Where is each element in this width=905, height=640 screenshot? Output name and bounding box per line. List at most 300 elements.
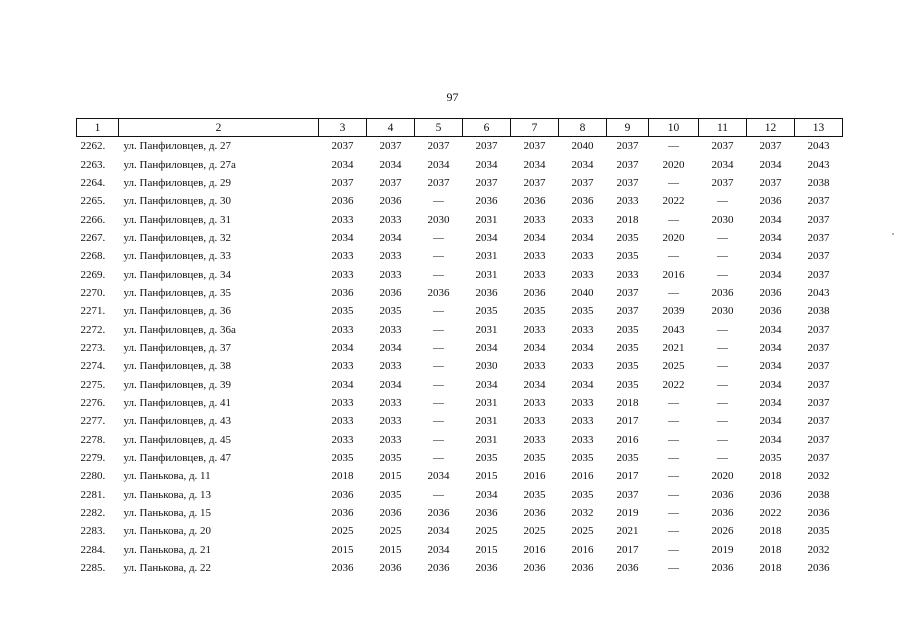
year-cell-col-4: 2035 [379,488,402,501]
year-cell-col-8: 2040 [571,286,594,299]
year-cell-col-5: 2037 [427,176,450,189]
year-cell-col-11: 2036 [711,562,734,575]
year-cell-col-5: 2034 [427,158,450,171]
year-cell-col-13: 2032 [807,543,830,556]
header-cell-col-9: 9 [607,119,649,137]
year-cell-col-3: 2033 [331,213,354,226]
year-cell-col-4: 2035 [379,305,402,318]
table-row [77,192,843,210]
year-cell-col-3: 2033 [331,360,354,373]
year-cell-col-4: 2033 [379,415,402,428]
year-cell-col-7: 2033 [523,323,546,336]
year-cell-col-8: 2033 [571,268,594,281]
year-cell-col-7: 2036 [523,507,546,520]
year-cell-col-7: 2033 [523,360,546,373]
year-cell-col-7: 2035 [523,452,546,465]
table-body [77,137,843,578]
year-cell-col-9: 2016 [616,433,639,446]
header-cell-col-7: 7 [511,119,559,137]
year-cell-col-8: 2036 [571,562,594,575]
year-cell-col-10: — [668,525,679,538]
year-cell-col-12: 2034 [759,396,782,409]
year-cell-col-6: 2036 [475,507,498,520]
address-cell: ул. Панфиловцев, д. 32 [123,231,231,244]
row-number-cell: 2272. [80,323,106,336]
year-cell-col-5: 2034 [427,543,450,556]
year-cell-col-10: 2043 [662,323,685,336]
year-cell-col-6: 2035 [475,305,498,318]
year-cell-col-8: 2036 [571,195,594,208]
year-cell-col-13: 2037 [807,323,830,336]
year-cell-col-8: 2037 [571,176,594,189]
year-cell-col-11: 2036 [711,286,734,299]
address-cell: ул. Панфиловцев, д. 31 [123,213,231,226]
table-row [77,357,843,375]
address-cell: ул. Панфиловцев, д. 47 [123,452,231,465]
address-cell: ул. Панфиловцев, д. 41 [123,396,231,409]
year-cell-col-13: 2043 [807,158,830,171]
year-cell-col-9: 2037 [616,176,639,189]
year-cell-col-13: 2035 [807,525,830,538]
year-cell-col-10: — [668,452,679,465]
row-number-cell: 2281. [80,488,106,501]
year-cell-col-7: 2016 [523,470,546,483]
year-cell-col-8: 2035 [571,488,594,501]
year-cell-col-11: — [717,433,728,446]
year-cell-col-11: 2019 [711,543,734,556]
year-cell-col-9: 2033 [616,195,639,208]
year-cell-col-11: 2030 [711,305,734,318]
year-cell-col-4: 2033 [379,250,402,263]
year-cell-col-7: 2037 [523,140,546,153]
year-cell-col-13: 2038 [807,488,830,501]
year-cell-col-3: 2033 [331,250,354,263]
year-cell-col-7: 2035 [523,488,546,501]
page-number: 97 [446,90,459,104]
table-row [77,449,843,467]
year-cell-col-13: 2037 [807,396,830,409]
year-cell-col-10: — [668,415,679,428]
row-number-cell: 2282. [80,507,106,520]
year-cell-col-3: 2033 [331,396,354,409]
year-cell-col-6: 2031 [475,415,498,428]
year-cell-col-5: — [433,305,444,318]
address-cell: ул. Панфиловцев, д. 36а [123,323,236,336]
year-cell-col-12: 2034 [759,360,782,373]
address-cell: ул. Панфиловцев, д. 33 [123,250,231,263]
year-cell-col-13: 2037 [807,231,830,244]
table-row [77,504,843,522]
year-cell-col-6: 2034 [475,158,498,171]
year-cell-col-4: 2035 [379,452,402,465]
year-cell-col-5: 2036 [427,507,450,520]
year-cell-col-5: — [433,231,444,244]
year-cell-col-3: 2034 [331,231,354,244]
year-cell-col-13: 2037 [807,433,830,446]
year-cell-col-11: — [717,396,728,409]
year-cell-col-9: 2018 [616,396,639,409]
address-cell: ул. Панькова, д. 22 [123,562,212,575]
row-number-cell: 2265. [80,195,106,208]
year-cell-col-9: 2037 [616,140,639,153]
year-cell-col-7: 2034 [523,158,546,171]
row-number-cell: 2267. [80,231,106,244]
year-cell-col-12: 2036 [759,286,782,299]
year-cell-col-10: — [668,562,679,575]
year-cell-col-7: 2035 [523,305,546,318]
year-cell-col-13: 2037 [807,415,830,428]
year-cell-col-13: 2043 [807,140,830,153]
year-cell-col-9: 2037 [616,286,639,299]
year-cell-col-9: 2036 [616,562,639,575]
year-cell-col-3: 2036 [331,195,354,208]
year-cell-col-13: 2037 [807,195,830,208]
year-cell-col-11: — [717,231,728,244]
year-cell-col-8: 2034 [571,341,594,354]
address-cell: ул. Панькова, д. 21 [123,543,212,556]
year-cell-col-9: 2035 [616,323,639,336]
year-cell-col-4: 2034 [379,341,402,354]
year-cell-col-7: 2033 [523,268,546,281]
year-cell-col-8: 2033 [571,323,594,336]
year-cell-col-13: 2037 [807,250,830,263]
row-number-cell: 2273. [80,341,106,354]
table-row [77,431,843,449]
year-cell-col-4: 2033 [379,360,402,373]
year-cell-col-10: — [668,396,679,409]
year-cell-col-13: 2037 [807,213,830,226]
header-cell-col-3: 3 [319,119,367,137]
year-cell-col-3: 2037 [331,140,354,153]
year-cell-col-8: 2034 [571,231,594,244]
year-cell-col-6: 2031 [475,250,498,263]
year-cell-col-4: 2033 [379,268,402,281]
year-cell-col-3: 2033 [331,323,354,336]
year-cell-col-13: 2037 [807,360,830,373]
table-row [77,394,843,412]
year-cell-col-10: 2020 [662,231,685,244]
year-cell-col-4: 2033 [379,396,402,409]
address-cell: ул. Панькова, д. 11 [123,470,211,483]
header-cell-col-12: 12 [747,119,795,137]
year-cell-col-7: 2033 [523,433,546,446]
table-header [77,119,843,137]
year-cell-col-7: 2033 [523,213,546,226]
year-cell-col-11: — [717,341,728,354]
year-cell-col-11: — [717,452,728,465]
year-cell-col-12: 2036 [759,488,782,501]
header-row [77,119,843,137]
year-cell-col-12: 2022 [759,507,782,520]
year-cell-col-6: 2034 [475,341,498,354]
year-cell-col-11: — [717,250,728,263]
year-cell-col-6: 2036 [475,286,498,299]
table-row [77,375,843,393]
table-row [77,541,843,559]
year-cell-col-12: 2036 [759,195,782,208]
year-cell-col-12: 2034 [759,231,782,244]
row-number-cell: 2280. [80,470,106,483]
year-cell-col-8: 2032 [571,507,594,520]
year-cell-col-4: 2037 [379,176,402,189]
year-cell-col-3: 2037 [331,176,354,189]
year-cell-col-4: 2033 [379,213,402,226]
year-cell-col-11: — [717,323,728,336]
year-cell-col-10: — [668,488,679,501]
year-cell-col-8: 2040 [571,140,594,153]
year-cell-col-5: — [433,323,444,336]
year-cell-col-7: 2036 [523,195,546,208]
year-cell-col-11: — [717,415,728,428]
year-cell-col-5: 2034 [427,470,450,483]
year-cell-col-9: 2035 [616,250,639,263]
row-number-cell: 2274. [80,360,106,373]
year-cell-col-3: 2036 [331,507,354,520]
address-cell: ул. Панфиловцев, д. 35 [123,286,231,299]
table-row [77,412,843,430]
year-cell-col-7: 2033 [523,396,546,409]
year-cell-col-6: 2037 [475,176,498,189]
year-cell-col-4: 2036 [379,507,402,520]
row-number-cell: 2264. [80,176,106,189]
table-row [77,486,843,504]
year-cell-col-4: 2015 [379,543,402,556]
year-cell-col-8: 2016 [571,470,594,483]
year-cell-col-10: 2021 [662,341,685,354]
year-cell-col-10: 2022 [662,195,685,208]
year-cell-col-6: 2034 [475,378,498,391]
year-cell-col-3: 2034 [331,158,354,171]
year-cell-col-3: 2018 [331,470,354,483]
year-cell-col-9: 2018 [616,213,639,226]
year-cell-col-4: 2036 [379,562,402,575]
year-cell-col-4: 2033 [379,323,402,336]
year-cell-col-12: 2034 [759,213,782,226]
year-cell-col-9: 2019 [616,507,639,520]
year-cell-col-3: 2035 [331,305,354,318]
year-cell-col-7: 2034 [523,341,546,354]
year-cell-col-9: 2021 [616,525,639,538]
year-cell-col-8: 2016 [571,543,594,556]
address-cell: ул. Панфиловцев, д. 45 [123,433,231,446]
year-cell-col-4: 2033 [379,433,402,446]
table-row [77,284,843,302]
table-row [77,559,843,577]
year-cell-col-5: — [433,195,444,208]
year-cell-col-5: — [433,360,444,373]
address-cell: ул. Панфиловцев, д. 38 [123,360,231,373]
table-row [77,265,843,283]
year-cell-col-9: 2017 [616,470,639,483]
year-cell-col-7: 2036 [523,286,546,299]
header-cell-col-11: 11 [699,119,747,137]
year-cell-col-10: — [668,140,679,153]
year-cell-col-5: 2030 [427,213,450,226]
year-cell-col-7: 2034 [523,378,546,391]
year-cell-col-10: — [668,507,679,520]
row-number-cell: 2284. [80,543,106,556]
year-cell-col-4: 2034 [379,378,402,391]
row-number-cell: 2279. [80,452,106,465]
address-cell: ул. Панфиловцев, д. 27 [123,140,231,153]
year-cell-col-12: 2034 [759,323,782,336]
table-row [77,229,843,247]
year-cell-col-6: 2036 [475,562,498,575]
year-cell-col-11: 2037 [711,176,734,189]
year-cell-col-9: 2037 [616,158,639,171]
year-cell-col-8: 2034 [571,158,594,171]
year-cell-col-11: 2037 [711,140,734,153]
year-cell-col-8: 2033 [571,415,594,428]
address-cell: ул. Панфиловцев, д. 34 [123,268,231,281]
year-cell-col-11: — [717,360,728,373]
year-cell-col-5: — [433,415,444,428]
year-cell-col-6: 2034 [475,231,498,244]
year-cell-col-4: 2025 [379,525,402,538]
table-row [77,467,843,485]
row-number-cell: 2278. [80,433,106,446]
year-cell-col-6: 2036 [475,195,498,208]
address-cell: ул. Панфиловцев, д. 43 [123,415,231,428]
year-cell-col-6: 2031 [475,396,498,409]
header-cell-col-5: 5 [415,119,463,137]
year-cell-col-9: 2035 [616,341,639,354]
year-cell-col-13: 2037 [807,378,830,391]
year-cell-col-10: 2020 [662,158,685,171]
year-cell-col-13: 2037 [807,452,830,465]
year-cell-col-3: 2015 [331,543,354,556]
year-cell-col-9: 2035 [616,378,639,391]
year-cell-col-10: — [668,433,679,446]
year-cell-col-8: 2025 [571,525,594,538]
year-cell-col-5: 2036 [427,286,450,299]
year-cell-col-11: 2020 [711,470,734,483]
header-cell-col-8: 8 [559,119,607,137]
row-number-cell: 2270. [80,286,106,299]
year-cell-col-6: 2037 [475,140,498,153]
year-cell-col-5: — [433,488,444,501]
year-cell-col-5: — [433,341,444,354]
table-row [77,137,843,156]
year-cell-col-3: 2035 [331,452,354,465]
year-cell-col-6: 2035 [475,452,498,465]
table-row [77,302,843,320]
year-cell-col-12: 2018 [759,525,782,538]
year-cell-col-12: 2034 [759,250,782,263]
year-cell-col-10: — [668,250,679,263]
year-cell-col-7: 2034 [523,231,546,244]
year-cell-col-9: 2033 [616,268,639,281]
table-row [77,155,843,173]
year-cell-col-3: 2025 [331,525,354,538]
year-cell-col-7: 2033 [523,415,546,428]
table-row [77,320,843,338]
year-cell-col-5: — [433,378,444,391]
year-cell-col-8: 2035 [571,305,594,318]
year-cell-col-5: — [433,250,444,263]
year-cell-col-13: 2037 [807,341,830,354]
year-cell-col-10: — [668,213,679,226]
row-number-cell: 2283. [80,525,106,538]
year-cell-col-11: 2030 [711,213,734,226]
year-cell-col-9: 2035 [616,452,639,465]
year-cell-col-10: — [668,470,679,483]
row-number-cell: 2271. [80,305,106,318]
year-cell-col-6: 2025 [475,525,498,538]
year-cell-col-9: 2037 [616,305,639,318]
year-cell-col-6: 2031 [475,213,498,226]
year-cell-col-8: 2033 [571,396,594,409]
year-cell-col-3: 2036 [331,286,354,299]
year-cell-col-11: — [717,195,728,208]
year-cell-col-6: 2031 [475,433,498,446]
year-cell-col-7: 2037 [523,176,546,189]
table-row [77,247,843,265]
year-cell-col-10: — [668,176,679,189]
year-cell-col-8: 2033 [571,250,594,263]
year-cell-col-12: 2034 [759,378,782,391]
year-cell-col-6: 2030 [475,360,498,373]
year-cell-col-12: 2034 [759,268,782,281]
year-cell-col-13: 2036 [807,562,830,575]
year-cell-col-9: 2037 [616,488,639,501]
year-cell-col-5: — [433,396,444,409]
year-cell-col-5: — [433,268,444,281]
header-cell-col-2: 2 [119,119,319,137]
row-number-cell: 2263. [80,158,106,171]
address-cell: ул. Панфиловцев, д. 36 [123,305,231,318]
year-cell-col-12: 2034 [759,415,782,428]
year-cell-col-12: 2035 [759,452,782,465]
year-cell-col-3: 2034 [331,341,354,354]
year-cell-col-4: 2037 [379,140,402,153]
year-cell-col-13: 2043 [807,286,830,299]
header-cell-col-1: 1 [77,119,119,137]
year-cell-col-5: — [433,433,444,446]
scan-artifact-dot [892,233,894,235]
header-cell-col-13: 13 [795,119,843,137]
row-number-cell: 2285. [80,562,106,575]
year-cell-col-12: 2018 [759,543,782,556]
year-cell-col-6: 2031 [475,268,498,281]
year-cell-col-12: 2036 [759,305,782,318]
year-cell-col-13: 2036 [807,507,830,520]
year-cell-col-3: 2033 [331,433,354,446]
year-cell-col-13: 2037 [807,268,830,281]
table-row [77,522,843,540]
year-cell-col-5: — [433,452,444,465]
year-cell-col-10: — [668,543,679,556]
year-cell-col-9: 2035 [616,360,639,373]
row-number-cell: 2276. [80,396,106,409]
year-cell-col-12: 2034 [759,433,782,446]
row-number-cell: 2275. [80,378,106,391]
year-cell-col-7: 2033 [523,250,546,263]
year-cell-col-9: 2035 [616,231,639,244]
row-number-cell: 2269. [80,268,106,281]
year-cell-col-3: 2034 [331,378,354,391]
year-cell-col-11: 2026 [711,525,734,538]
address-cell: ул. Панфиловцев, д. 39 [123,378,231,391]
address-cell: ул. Панькова, д. 20 [123,525,212,538]
repair-schedule-table [76,118,843,577]
year-cell-col-9: 2017 [616,543,639,556]
year-cell-col-6: 2015 [475,543,498,556]
year-cell-col-13: 2038 [807,305,830,318]
year-cell-col-6: 2034 [475,488,498,501]
year-cell-col-4: 2036 [379,286,402,299]
address-cell: ул. Панфиловцев, д. 29 [123,176,231,189]
